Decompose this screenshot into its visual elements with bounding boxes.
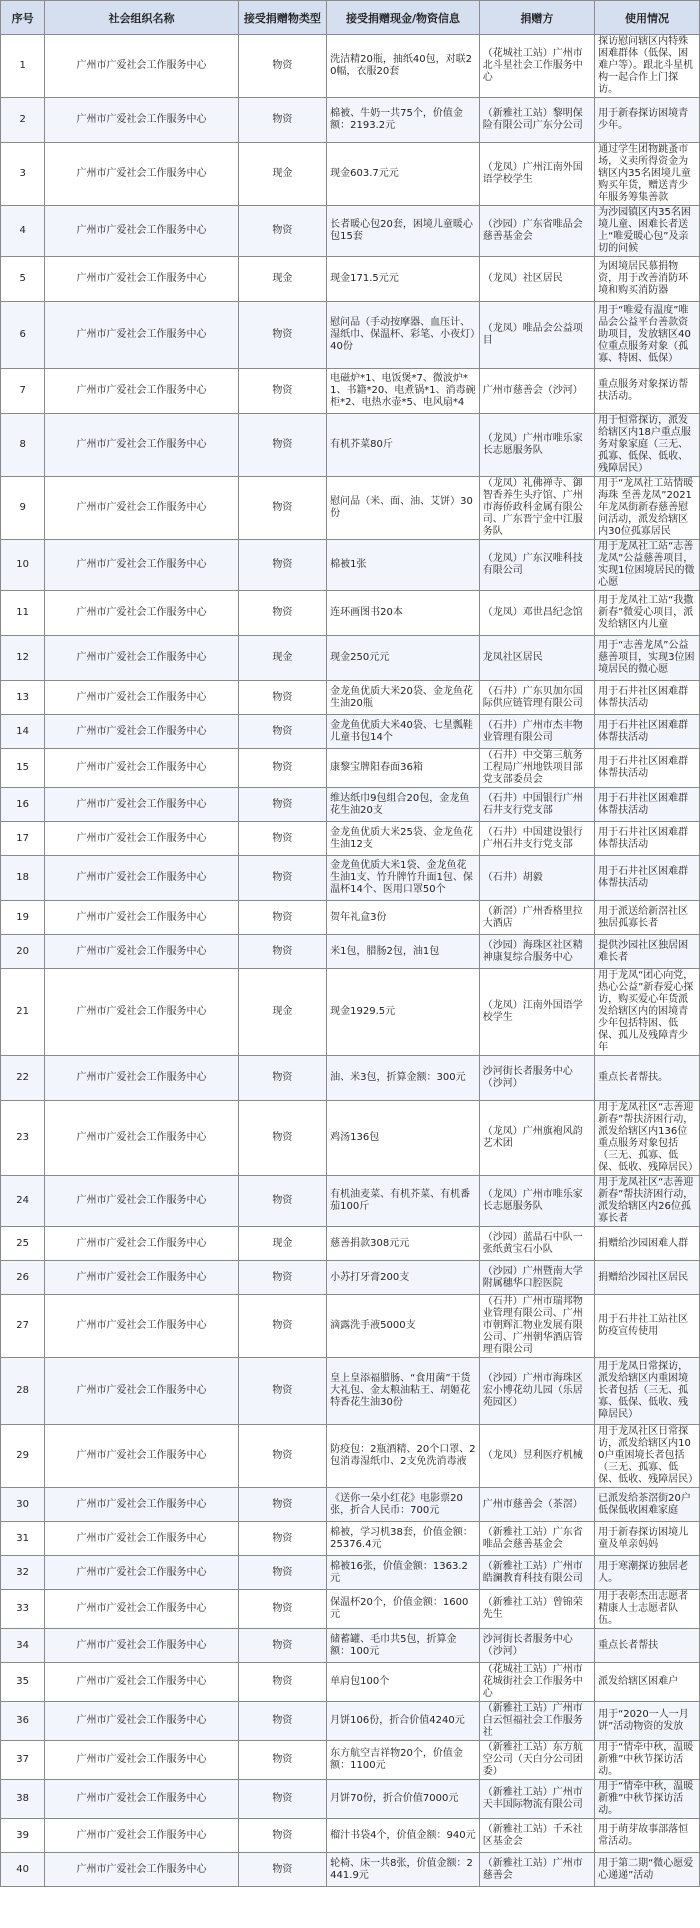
table-row: [1, 206, 700, 257]
cell-type: 物资: [238, 1261, 327, 1295]
cell-type: 物资: [238, 302, 327, 369]
cell-no: 38: [1, 1780, 45, 1819]
cell-item: 防疫包：2瓶酒精、20个口罩、2包消毒湿纸巾、2支免洗消毒液: [327, 1425, 480, 1488]
table-row: [1, 1056, 700, 1101]
cell-donor: （沙园）海珠区社区精神康复综合服务中心: [479, 935, 594, 969]
cell-type: 物资: [238, 788, 327, 822]
cell-donor: （龙凤）邓世昌纪念馆: [479, 591, 594, 636]
cell-usage: 已派发给茶滘街20户低保低收困难家庭: [595, 1488, 700, 1522]
cell-usage: 用于“2020一人一月饼”活动物资的发放: [595, 1702, 700, 1741]
cell-item: 保温杯20个，价值金额：1600元: [327, 1590, 480, 1629]
cell-org: 广州市广爱社会工作服务中心: [45, 935, 238, 969]
cell-item: 金龙鱼优质大米1袋、金龙鱼花生油1支、竹升牌竹升面1包、保温杯14个、医用口罩50个: [327, 856, 480, 901]
cell-usage: 用于龙凤社区“志善迎新春”帮扶济困行动，派发给辖区内136位重点服务对象包括（三无、孤寡、低保、低收、残障居民）: [595, 1101, 700, 1176]
cell-org: 广州市广爱社会工作服务中心: [45, 1425, 238, 1488]
cell-no: 29: [1, 1425, 45, 1488]
table-row: [1, 856, 700, 901]
header-org: 社会组织名称: [45, 1, 238, 35]
cell-donor: （龙凤）广东汉唯科技有限公司: [479, 540, 594, 591]
table-row: [1, 935, 700, 969]
cell-item: 维达纸巾9包组合20包，金龙鱼花生油20支: [327, 788, 480, 822]
cell-usage: 用于龙凤社工站“我撒新春”微爱心项目，派发给辖区内儿童: [595, 591, 700, 636]
cell-org: 广州市广爱社会工作服务中心: [45, 98, 238, 143]
cell-org: 广州市广爱社会工作服务中心: [45, 1101, 238, 1176]
cell-item: 现金603.7元元: [327, 143, 480, 206]
table-row: [1, 1590, 700, 1629]
cell-usage: 用于第二期“微心愿爱心递递”活动: [595, 1853, 700, 1887]
cell-donor: （新雅社工站）黎明保险有限公司广东分公司: [479, 98, 594, 143]
cell-org: 广州市广爱社会工作服务中心: [45, 1702, 238, 1741]
header-row: [1, 1, 700, 35]
cell-item: 《送你一朵小红花》电影票20张，折合人民币：700元: [327, 1488, 480, 1522]
cell-org: 广州市广爱社会工作服务中心: [45, 1853, 238, 1887]
table-row: [1, 1295, 700, 1358]
table-body: [1, 35, 700, 1887]
header-type: 接受捐赠物类型: [238, 1, 327, 35]
cell-item: 东方航空吉祥物20个，价值金额：1100元: [327, 1741, 480, 1780]
table-row: [1, 1853, 700, 1887]
cell-item: 棉被16张，价值金额：1363.2元: [327, 1556, 480, 1590]
cell-org: 广州市广爱社会工作服务中心: [45, 1227, 238, 1261]
cell-item: 现金250元元: [327, 636, 480, 681]
cell-no: 15: [1, 749, 45, 788]
cell-org: 广州市广爱社会工作服务中心: [45, 1295, 238, 1358]
table-row: [1, 1741, 700, 1780]
cell-usage: 派发给辖区困难户: [595, 1663, 700, 1702]
cell-item: 慰问品（米、面、油、艾饼）30份: [327, 477, 480, 540]
cell-usage: 用于派送给新滘社区独居孤寡长者: [595, 901, 700, 935]
cell-org: 广州市广爱社会工作服务中心: [45, 715, 238, 749]
cell-usage: 重点长者帮扶: [595, 1629, 700, 1663]
cell-type: 物资: [238, 901, 327, 935]
cell-type: 物资: [238, 98, 327, 143]
table-row: [1, 681, 700, 715]
cell-item: 洗洁精20瓶，抽纸40包，对联20幅，衣服20套: [327, 35, 480, 98]
cell-donor: 龙凤社区居民: [479, 636, 594, 681]
cell-donor: （龙凤）昱利医疗机械: [479, 1425, 594, 1488]
table-row: [1, 1101, 700, 1176]
table-row: [1, 1702, 700, 1741]
cell-usage: 通过学生团物跳蚤市场，义卖所得资金为辖区内35名困境儿童购买年货，赠送青少年服务筹集善款: [595, 143, 700, 206]
cell-item: 现金1929.5元: [327, 969, 480, 1056]
cell-usage: 捐赠给沙园困难人群: [595, 1227, 700, 1261]
table-row: [1, 143, 700, 206]
table-row: [1, 1819, 700, 1853]
cell-donor: 沙河街长者服务中心（沙河）: [479, 1056, 594, 1101]
cell-no: 19: [1, 901, 45, 935]
cell-donor: （新雅社工站）东方航空公司（天白分公司团委）: [479, 1741, 594, 1780]
cell-usage: 用于龙凤“团心向党，热心公益”新春爱心探访，购买爱心年货派发给辖区内的困境青少年包括特困、低保、孤儿及残障青少年: [595, 969, 700, 1056]
table-row: [1, 969, 700, 1056]
cell-donor: （龙凤）广州旗袍风韵艺术团: [479, 1101, 594, 1176]
cell-type: 物资: [238, 681, 327, 715]
cell-item: 连环画图书20本: [327, 591, 480, 636]
cell-donor: （花城社工站）广州市花城街社会工作服务中心: [479, 1663, 594, 1702]
cell-type: 物资: [238, 369, 327, 414]
cell-no: 20: [1, 935, 45, 969]
cell-donor: 广州市慈善会（茶滘）: [479, 1488, 594, 1522]
cell-no: 4: [1, 206, 45, 257]
table-row: [1, 477, 700, 540]
cell-item: 小苏打牙膏200支: [327, 1261, 480, 1295]
cell-item: 棉被1张: [327, 540, 480, 591]
cell-org: 广州市广爱社会工作服务中心: [45, 369, 238, 414]
cell-org: 广州市广爱社会工作服务中心: [45, 143, 238, 206]
cell-type: 物资: [238, 1556, 327, 1590]
cell-type: 现金: [238, 636, 327, 681]
cell-usage: 捐赠给沙园社区居民: [595, 1261, 700, 1295]
cell-donor: （新雅社工站）千禾社区基金会: [479, 1819, 594, 1853]
cell-item: 现金171.5元元: [327, 257, 480, 302]
cell-no: 10: [1, 540, 45, 591]
cell-donor: （沙园）广东省唯品会慈善基金会: [479, 206, 594, 257]
cell-donor: （龙凤）礼佛禅寺、御智香养生头疗馆、广州市海侨政科金属有限公司、广东晋宁金中江服务队: [479, 477, 594, 540]
cell-type: 物资: [238, 1101, 327, 1176]
cell-no: 16: [1, 788, 45, 822]
cell-type: 物资: [238, 591, 327, 636]
cell-item: 金龙鱼优质大米25袋、金龙鱼花生油12支: [327, 822, 480, 856]
cell-org: 广州市广爱社会工作服务中心: [45, 1556, 238, 1590]
table-row: [1, 1663, 700, 1702]
cell-donor: （新雅社工站）曾锦荣先生: [479, 1590, 594, 1629]
cell-donor: （沙园）广州暨南大学附属穗华口腔医院: [479, 1261, 594, 1295]
cell-usage: 用于龙凤社区日常探访，派发给辖区内100户重困境长者包括（三无、孤寡、低保、低收、残障居民）: [595, 1425, 700, 1488]
cell-type: 物资: [238, 1663, 327, 1702]
table-row: [1, 788, 700, 822]
cell-usage: 用于龙凤日常探访，派发给辖区内重困境长者包括（三无、孤寡、低保、低收、残障居民）: [595, 1358, 700, 1425]
cell-org: 广州市广爱社会工作服务中心: [45, 636, 238, 681]
cell-no: 2: [1, 98, 45, 143]
cell-no: 39: [1, 1819, 45, 1853]
cell-no: 24: [1, 1176, 45, 1227]
table-row: [1, 1425, 700, 1488]
cell-item: 米1包，腊肠2包，油1包: [327, 935, 480, 969]
cell-usage: 用于“情牵中秋，温暖新雅”中秋节探访活动。: [595, 1741, 700, 1780]
cell-no: 30: [1, 1488, 45, 1522]
cell-no: 37: [1, 1741, 45, 1780]
cell-no: 33: [1, 1590, 45, 1629]
table-row: [1, 749, 700, 788]
cell-no: 32: [1, 1556, 45, 1590]
cell-usage: 用于“志善龙凤”公益慈善项目，实现3位困境居民的微心愿: [595, 636, 700, 681]
cell-type: 物资: [238, 856, 327, 901]
cell-donor: （龙凤）广州市唯乐家长志愿服务队: [479, 1176, 594, 1227]
cell-org: 广州市广爱社会工作服务中心: [45, 540, 238, 591]
cell-donor: （龙凤）社区居民: [479, 257, 594, 302]
cell-no: 1: [1, 35, 45, 98]
cell-type: 物资: [238, 822, 327, 856]
cell-no: 7: [1, 369, 45, 414]
cell-donor: （龙凤）广州江南外国语学校学生: [479, 143, 594, 206]
cell-donor: （新雅社工站）广东省唯品会慈善基金会: [479, 1522, 594, 1556]
cell-org: 广州市广爱社会工作服务中心: [45, 749, 238, 788]
table-row: [1, 35, 700, 98]
cell-usage: 重点长者帮扶。: [595, 1056, 700, 1101]
cell-donor: （石井）广州市杰丰物业管理有限公司: [479, 715, 594, 749]
table-row: [1, 822, 700, 856]
cell-item: 长者暖心包20套，困境儿童暖心包15套: [327, 206, 480, 257]
cell-donor: （石井）广东贝加尔国际供应链管理有限公司: [479, 681, 594, 715]
cell-no: 5: [1, 257, 45, 302]
table-row: [1, 1522, 700, 1556]
cell-org: 广州市广爱社会工作服务中心: [45, 1056, 238, 1101]
table-row: [1, 98, 700, 143]
table-row: [1, 1227, 700, 1261]
cell-org: 广州市广爱社会工作服务中心: [45, 1488, 238, 1522]
cell-org: 广州市广爱社会工作服务中心: [45, 1629, 238, 1663]
cell-type: 现金: [238, 969, 327, 1056]
table-row: [1, 414, 700, 477]
cell-type: 物资: [238, 206, 327, 257]
cell-org: 广州市广爱社会工作服务中心: [45, 302, 238, 369]
cell-org: 广州市广爱社会工作服务中心: [45, 591, 238, 636]
cell-donor: （石井）中国建设银行广州石井支行党支部: [479, 822, 594, 856]
cell-item: 棉被、牛奶一共75个，价值金额：2193.2元: [327, 98, 480, 143]
cell-no: 3: [1, 143, 45, 206]
table-row: [1, 1488, 700, 1522]
cell-item: 轮椅、床一共8张，价值金额：2441.9元: [327, 1853, 480, 1887]
cell-type: 物资: [238, 414, 327, 477]
table-row: [1, 636, 700, 681]
cell-usage: 探访慰问辖区内特殊困难群体（低保、困难户等）。跟北斗星机构一起合作上门探访。: [595, 35, 700, 98]
cell-usage: 用于石井社区困难群体帮扶活动: [595, 715, 700, 749]
cell-usage: 用于石井社工站社区防疫宣传使用: [595, 1295, 700, 1358]
cell-no: 12: [1, 636, 45, 681]
cell-type: 物资: [238, 715, 327, 749]
cell-donor: （石井）中交第三航务工程局广州地铁项目部党支部委员会: [479, 749, 594, 788]
table-row: [1, 591, 700, 636]
cell-item: 有机油麦菜、有机芥菜、有机番茄100斤: [327, 1176, 480, 1227]
cell-org: 广州市广爱社会工作服务中心: [45, 1261, 238, 1295]
cell-type: 物资: [238, 1295, 327, 1358]
cell-item: 月饼106份，折合价值4240元: [327, 1702, 480, 1741]
cell-donor: （花城社工站）广州市北斗星社会工作服务中心: [479, 35, 594, 98]
cell-type: 物资: [238, 1425, 327, 1488]
cell-org: 广州市广爱社会工作服务中心: [45, 414, 238, 477]
cell-item: 榴汁书袋4个，价值金额：940元: [327, 1819, 480, 1853]
cell-org: 广州市广爱社会工作服务中心: [45, 822, 238, 856]
cell-item: 棉被，学习机38套，价值金额：25376.4元: [327, 1522, 480, 1556]
cell-usage: 用于新春探访困境青少年。: [595, 98, 700, 143]
cell-org: 广州市广爱社会工作服务中心: [45, 1663, 238, 1702]
table-row: [1, 1629, 700, 1663]
table-row: [1, 540, 700, 591]
cell-no: 11: [1, 591, 45, 636]
cell-no: 9: [1, 477, 45, 540]
cell-item: 贺年礼盒3份: [327, 901, 480, 935]
cell-item: 单肩包100个: [327, 1663, 480, 1702]
cell-org: 广州市广爱社会工作服务中心: [45, 901, 238, 935]
header-item: 接受捐赠现金/物资信息: [327, 1, 480, 35]
cell-no: 31: [1, 1522, 45, 1556]
table-row: [1, 257, 700, 302]
cell-org: 广州市广爱社会工作服务中心: [45, 1819, 238, 1853]
cell-item: 油、米3包，折算金额：300元: [327, 1056, 480, 1101]
cell-no: 21: [1, 969, 45, 1056]
cell-usage: 用于萌芽故事部落恒常活动。: [595, 1819, 700, 1853]
cell-type: 物资: [238, 1853, 327, 1887]
cell-usage: 用于石井社区困难群体帮扶活动: [595, 822, 700, 856]
cell-org: 广州市广爱社会工作服务中心: [45, 681, 238, 715]
cell-item: 月饼70份，折合价值7000元: [327, 1780, 480, 1819]
cell-org: 广州市广爱社会工作服务中心: [45, 206, 238, 257]
cell-donor: （石井）胡毅: [479, 856, 594, 901]
cell-no: 8: [1, 414, 45, 477]
cell-no: 36: [1, 1702, 45, 1741]
table-row: [1, 1358, 700, 1425]
table-row: [1, 302, 700, 369]
cell-org: 广州市广爱社会工作服务中心: [45, 856, 238, 901]
cell-donor: （龙凤）广州市唯乐家长志愿服务队: [479, 414, 594, 477]
cell-type: 物资: [238, 1358, 327, 1425]
cell-usage: 为沙园镇区内35名困境儿童、困难长者送上“唯爱暖心包”及亲切的问候: [595, 206, 700, 257]
cell-item: 储蓄罐、毛巾共5包，折算金额：100元: [327, 1629, 480, 1663]
cell-type: 物资: [238, 749, 327, 788]
cell-no: 34: [1, 1629, 45, 1663]
table-row: [1, 1176, 700, 1227]
cell-donor: （新雅社工站）广州市皓澜教育科技有限公司: [479, 1556, 594, 1590]
cell-type: 物资: [238, 1488, 327, 1522]
cell-type: 物资: [238, 1176, 327, 1227]
cell-type: 物资: [238, 1702, 327, 1741]
cell-item: 慈善捐款308元元: [327, 1227, 480, 1261]
cell-org: 广州市广爱社会工作服务中心: [45, 257, 238, 302]
cell-org: 广州市广爱社会工作服务中心: [45, 1780, 238, 1819]
cell-donor: （石井）中国银行广州石井支行党支部: [479, 788, 594, 822]
cell-usage: 用于石井社区困难群体帮扶活动: [595, 856, 700, 901]
cell-usage: 用于寒潮探访独居老人。: [595, 1556, 700, 1590]
cell-no: 18: [1, 856, 45, 901]
cell-type: 物资: [238, 1780, 327, 1819]
cell-type: 现金: [238, 257, 327, 302]
cell-type: 现金: [238, 1227, 327, 1261]
cell-item: 鸡汤136包: [327, 1101, 480, 1176]
cell-no: 40: [1, 1853, 45, 1887]
cell-org: 广州市广爱社会工作服务中心: [45, 969, 238, 1056]
header-no: 序号: [1, 1, 45, 35]
cell-item: 金龙鱼优质大米20袋、金龙鱼花生油20瓶: [327, 681, 480, 715]
cell-donor: （龙凤）江南外国语学校学生: [479, 969, 594, 1056]
header-usage: 使用情况: [595, 1, 700, 35]
cell-type: 物资: [238, 935, 327, 969]
cell-item: 康黎宝牌阳春面36箱: [327, 749, 480, 788]
cell-donor: （龙凤）唯品会公益项目: [479, 302, 594, 369]
cell-type: 物资: [238, 477, 327, 540]
cell-usage: 为困境居民慕捐物资，用于改善消防环境和购买消防器: [595, 257, 700, 302]
cell-org: 广州市广爱社会工作服务中心: [45, 1358, 238, 1425]
cell-org: 广州市广爱社会工作服务中心: [45, 35, 238, 98]
cell-usage: 用于“情牵中秋，温暖新雅”中秋节探访活动。: [595, 1780, 700, 1819]
table-row: [1, 715, 700, 749]
cell-donor: （新滘）广州香格里拉大酒店: [479, 901, 594, 935]
cell-usage: 用于“唯爱有温度”唯品会公益平台善款资助项目，发放辖区40位重点服务对象（孤寡、特困、低保）: [595, 302, 700, 369]
cell-donor: （新雅社工站）广州市慈善会: [479, 1853, 594, 1887]
header-donor: 捐赠方: [479, 1, 594, 35]
cell-donor: （新雅社工站）广州市白云恒福社会工作服务社: [479, 1702, 594, 1741]
cell-donor: （新雅社工站）广州市天丰国际物流有限公司: [479, 1780, 594, 1819]
cell-org: 广州市广爱社会工作服务中心: [45, 1590, 238, 1629]
cell-usage: 用于“龙凤社工站情暖海珠 至善龙凤”2021年龙凤街新春慈善慰问活动，派发给辖区内30位孤寡居民: [595, 477, 700, 540]
table-row: [1, 1556, 700, 1590]
cell-type: 物资: [238, 1522, 327, 1556]
cell-org: 广州市广爱社会工作服务中心: [45, 1741, 238, 1780]
cell-type: 物资: [238, 540, 327, 591]
table-row: [1, 369, 700, 414]
cell-no: 23: [1, 1101, 45, 1176]
table-row: [1, 1780, 700, 1819]
cell-usage: 用于石井社区困难群体帮扶活动: [595, 788, 700, 822]
cell-org: 广州市广爱社会工作服务中心: [45, 788, 238, 822]
cell-item: 金龙鱼优质大米40袋、七星瓢鞋儿童书包14个: [327, 715, 480, 749]
cell-donor: （沙园）蓝晶石中队一张纸黄宝石小队: [479, 1227, 594, 1261]
cell-type: 物资: [238, 35, 327, 98]
cell-donor: 广州市慈善会（沙河）: [479, 369, 594, 414]
cell-usage: 用于恒常探访，派发给辖区内18户重点服务对象家庭（三无、孤寡、低保、低收、残障居民）: [595, 414, 700, 477]
cell-donor: （石井）广州市瑞邦物业管理有限公司、广州市朝辉汇物业发展有限公司、广州朝华酒店管理有限公司: [479, 1295, 594, 1358]
cell-no: 35: [1, 1663, 45, 1702]
table-row: [1, 901, 700, 935]
cell-donor: 沙河街长者服务中心（沙河）: [479, 1629, 594, 1663]
cell-item: 电磁炉*1、电饭煲*7、微波炉*1、书籍*20、电煮锅*1、消毒碗柜*2、电热水壶*5、电风扇*4: [327, 369, 480, 414]
cell-type: 物资: [238, 1819, 327, 1853]
cell-no: 17: [1, 822, 45, 856]
cell-org: 广州市广爱社会工作服务中心: [45, 1176, 238, 1227]
cell-type: 物资: [238, 1741, 327, 1780]
cell-item: 皇上皇添福腊肠、“食用菌”干货大礼包、金太粮油粘王、胡姬花特香花生油30份: [327, 1358, 480, 1425]
cell-usage: 用于龙凤社工站“志善龙凤”公益慈善项目，实现1位困境居民的微心愿: [595, 540, 700, 591]
cell-no: 26: [1, 1261, 45, 1295]
cell-no: 6: [1, 302, 45, 369]
cell-no: 14: [1, 715, 45, 749]
cell-item: 慰问品（手动按摩器、血压计、湿纸巾、保温杯、彩笔、小夜灯）40份: [327, 302, 480, 369]
cell-org: 广州市广爱社会工作服务中心: [45, 1522, 238, 1556]
cell-item: 有机芥菜80斤: [327, 414, 480, 477]
cell-no: 22: [1, 1056, 45, 1101]
cell-item: 滴露洗手液5000支: [327, 1295, 480, 1358]
cell-type: 物资: [238, 1056, 327, 1101]
cell-no: 27: [1, 1295, 45, 1358]
cell-usage: 用于石井社区困难群体帮扶活动: [595, 749, 700, 788]
cell-usage: 提供沙园社区独居困难长者: [595, 935, 700, 969]
cell-type: 物资: [238, 1629, 327, 1663]
cell-type: 现金: [238, 143, 327, 206]
cell-org: 广州市广爱社会工作服务中心: [45, 477, 238, 540]
cell-usage: 重点服务对象探访帮扶活动。: [595, 369, 700, 414]
cell-no: 13: [1, 681, 45, 715]
cell-usage: 用于新春探访困境儿童及单亲妈妈: [595, 1522, 700, 1556]
cell-no: 25: [1, 1227, 45, 1261]
table-row: [1, 1261, 700, 1295]
cell-usage: 用于表彰杰出志愿者精康人士志愿者队伍。: [595, 1590, 700, 1629]
cell-usage: 用于石井社区困难群体帮扶活动: [595, 681, 700, 715]
cell-no: 28: [1, 1358, 45, 1425]
cell-type: 物资: [238, 1590, 327, 1629]
cell-donor: （沙园）广州市海珠区宏小博花幼儿园（乐居苑园区）: [479, 1358, 594, 1425]
cell-usage: 用于龙凤社区“志善迎新春”帮扶济困行动，派发给辖区内26位孤寡长者: [595, 1176, 700, 1227]
